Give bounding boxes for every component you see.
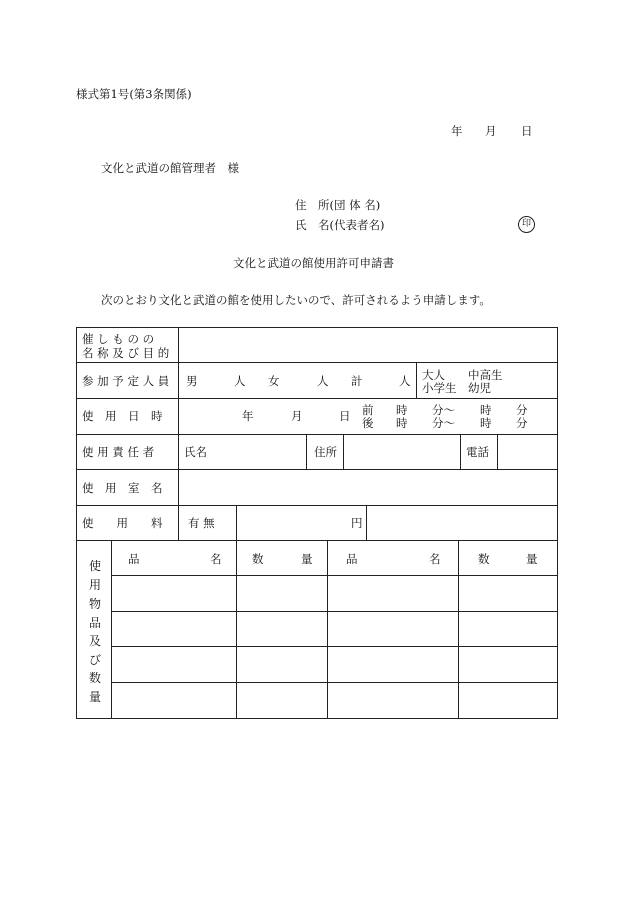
participants-category-line1: 大人 中高生 — [422, 368, 503, 382]
participants-unit-2: 人 — [317, 374, 329, 388]
participants-female: 女 — [268, 374, 280, 388]
responsible-label: 使 用 責 任 者 — [82, 445, 155, 459]
usage-start-minute: 分～ — [432, 403, 455, 417]
items-side-label-2: 用 — [88, 578, 101, 592]
usage-to-minute-1: 分 — [516, 403, 528, 417]
intro-text: 次のとおり文化と武道の館を使用したいので、許可されるよう申請します。 — [101, 293, 491, 307]
usage-to-hour-2: 時 — [480, 416, 492, 430]
participants-category-line2: 小学生 幼児 — [422, 381, 491, 395]
form-number: 様式第1号(第3条関係) — [76, 87, 192, 101]
participants-label: 参 加 予 定 人 員 — [82, 374, 170, 388]
usage-to-hour-1: 時 — [480, 403, 492, 417]
usage-datetime-label: 使 用 日 時 — [82, 409, 163, 423]
items-header-name-1b: 名 — [210, 552, 222, 566]
date-month: 月 — [485, 124, 497, 138]
usage-to-minute-2: 分 — [516, 416, 528, 430]
room-label: 使 用 室 名 — [82, 481, 163, 495]
items-side-label-4: 品 — [88, 616, 101, 630]
usage-year: 年 — [242, 409, 254, 423]
items-side-label-8: 量 — [88, 690, 101, 704]
items-header-qty-1a: 数 — [252, 552, 264, 566]
items-side-label-1: 使 — [88, 559, 101, 573]
participants-male: 男 — [186, 374, 198, 388]
fee-label: 使 用 料 — [82, 516, 163, 530]
usage-start-hour: 時 — [396, 403, 408, 417]
items-side-label-5: 及 — [88, 634, 101, 648]
event-label-line2: 名 称 及 び 目 的 — [82, 346, 170, 360]
name-label: 氏 名(代表者名) — [295, 218, 385, 232]
items-side-label-7: 数 — [88, 671, 101, 685]
usage-day: 日 — [339, 409, 351, 423]
usage-end-hour: 時 — [396, 416, 408, 430]
participants-unit-3: 人 — [399, 374, 411, 388]
seal-mark: 印 — [518, 216, 535, 233]
addressee: 文化と武道の館管理者 様 — [101, 161, 239, 175]
responsible-address-label: 住所 — [314, 445, 337, 459]
items-header-qty-1b: 量 — [301, 552, 313, 566]
usage-am: 前 — [362, 403, 374, 417]
usage-end-minute-from: 分～ — [432, 416, 455, 430]
items-header-name-2b: 名 — [429, 552, 441, 566]
items-header-name-2a: 品 — [346, 552, 358, 566]
responsible-phone-label: 電話 — [466, 445, 489, 459]
responsible-name-label: 氏名 — [184, 445, 207, 459]
date-year: 年 — [451, 124, 463, 138]
date-day: 日 — [521, 124, 533, 138]
participants-unit-1: 人 — [234, 374, 246, 388]
address-label: 住 所(団 体 名) — [295, 198, 381, 212]
event-label-line1: 催 し も の の — [82, 332, 155, 346]
fee-yen: 円 — [351, 516, 363, 530]
participants-total: 計 — [351, 374, 363, 388]
items-side-label-6: び — [88, 653, 101, 667]
items-header-qty-2b: 量 — [526, 552, 538, 566]
document-title: 文化と武道の館使用許可申請書 — [233, 256, 394, 270]
items-side-label-3: 物 — [88, 597, 101, 611]
items-header-name-1a: 品 — [128, 552, 140, 566]
usage-pm: 後 — [362, 416, 374, 430]
usage-month: 月 — [291, 409, 303, 423]
items-header-qty-2a: 数 — [478, 552, 490, 566]
fee-yes-no: 有 無 — [188, 516, 215, 530]
